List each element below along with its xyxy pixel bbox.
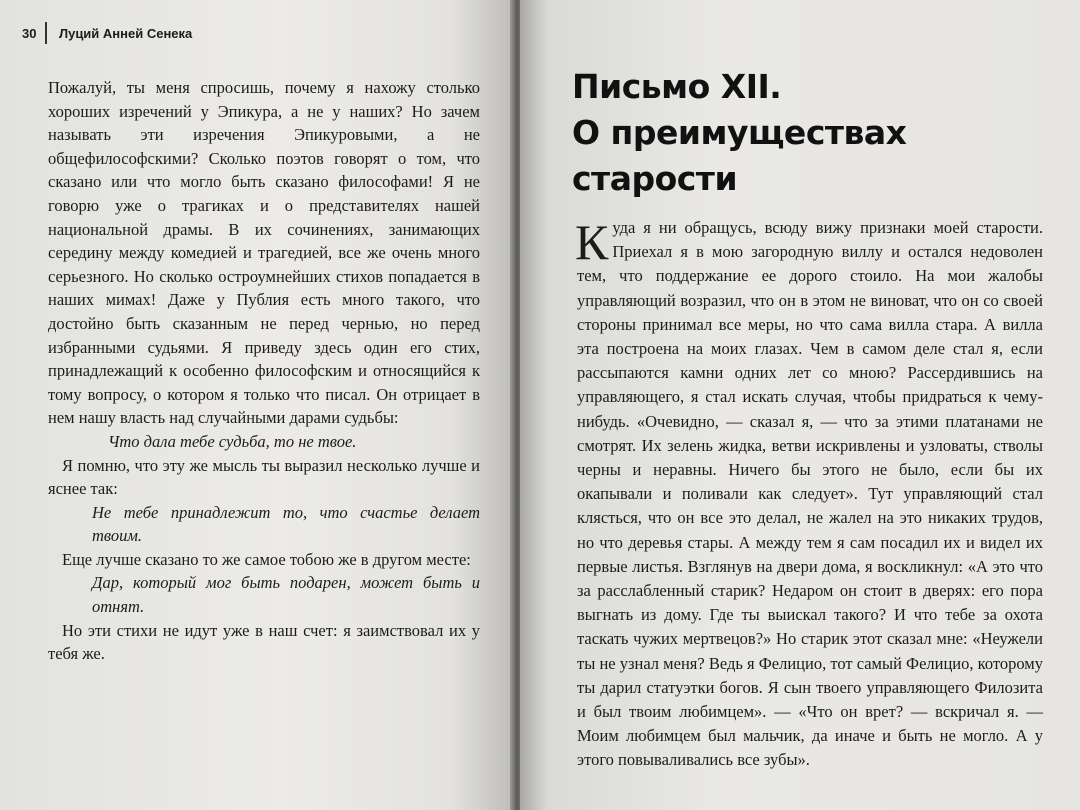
left-page: [0, 0, 514, 810]
verse-quote: Не тебе принадлежит то, что счастье делает твоим.: [92, 502, 480, 546]
running-head-author: Луций Анней Сенека: [58, 25, 193, 41]
running-head-divider: [45, 22, 47, 44]
chapter-title-line: О преимуществах: [572, 113, 907, 152]
chapter-title-line: старости: [572, 159, 738, 198]
chapter-title: [572, 64, 992, 202]
paragraph: Но эти стихи не идут уже в наш счет: я заимствовал их у тебя же.: [48, 620, 480, 664]
paragraph: Я помню, что эту же мысль ты выразил несколько лучше и яснее так:: [48, 455, 480, 499]
page-number: 30: [22, 25, 37, 41]
paragraph: Пожалуй, ты меня спросишь, почему я нахожу столько хороших изречений у Эпикура, а не у наших? Но зачем называть эти изречения Эпикуровыми, а не общефилософскими? Сколько поэтов говорят о том, что сказано или что могло быть сказано философами! Я не говорю уже о трагиках и о представителях нашей национальной драмы. В их сочинениях, занимающих середину между комедией и трагедией, все же очень много серьезного. Но сколько остроумнейших стихов попадается в наших мимах! Даже у Публия есть много такого, что достойно быть сказанным не перед чернью, но перед избранными судьями. Я приведу здесь один его стих, принадлежащий к особенно философским и относящийся к тому вопросу, о котором я только что писал. Он отрицает в нем нашу власть над случайными дарами судьбы:: [48, 78, 480, 428]
body-text: уда я ни обращусь, всюду вижу признаки моей старости. Приехал я в мою загородную виллу и остался недоволен тем, что поддержание ее дорого стоило. На мои жалобы управляющий возразил, что он в этом не виноват, что он со своей стороны принимал все меры, но что сама вилла стара. А вилла эта построена на моих глазах. Чем в самом деле стал я, если рассыпаются камни одних лет со мною? Рассердившись на управляющего, я стал искать случая, чтобы придраться к чему-нибудь. «Очевидно, — сказал я, — что за этими платанами не смотрят. Их зелень жидка, ветви искривлены и узловаты, стволы черны и неравны. Ничего бы этого не было, если бы их окапывали и поливали как следует». Тут управляющий стал клясться, что он все это делал, не жалел на это никаких трудов, но что деревья стары. А между тем я сам посадил их и видел их первые листья. Взглянув на двери дома, я воскликнул: «А это что за расслабленный старик? Недаром он стоит в дверях: его пора выгнать из дому. Где ты выискал такого? И что тебе за охота таскать чужих мертвецов?» Но старик этот сказал мне: «Неужели ты не узнал меня? Ведь я Фелицио, тот самый Фелицио, которому ты дарил статуэтки богов. Я сын твоего управляющего Филозита и был твоим любимцем». — «Что он врет? — вскричал я. — Моим любимцем был мальчик, да иначе и быть не могло. А у этого повываливались все зубы».: [577, 218, 1043, 770]
chapter-title-line: Письмо XII.: [572, 67, 782, 106]
drop-cap: К: [575, 214, 609, 270]
right-page-body: [577, 216, 1043, 773]
verse-quote: Дар, который мог быть подарен, может быть и отнят.: [92, 573, 480, 617]
paragraph: [577, 216, 1043, 773]
paragraph: Еще лучше сказано то же самое тобою же в другом месте:: [62, 549, 471, 569]
verse-quote: Что дала тебе судьба, то не твое.: [108, 431, 357, 451]
left-page-body: [48, 76, 480, 666]
running-head: [22, 22, 192, 44]
